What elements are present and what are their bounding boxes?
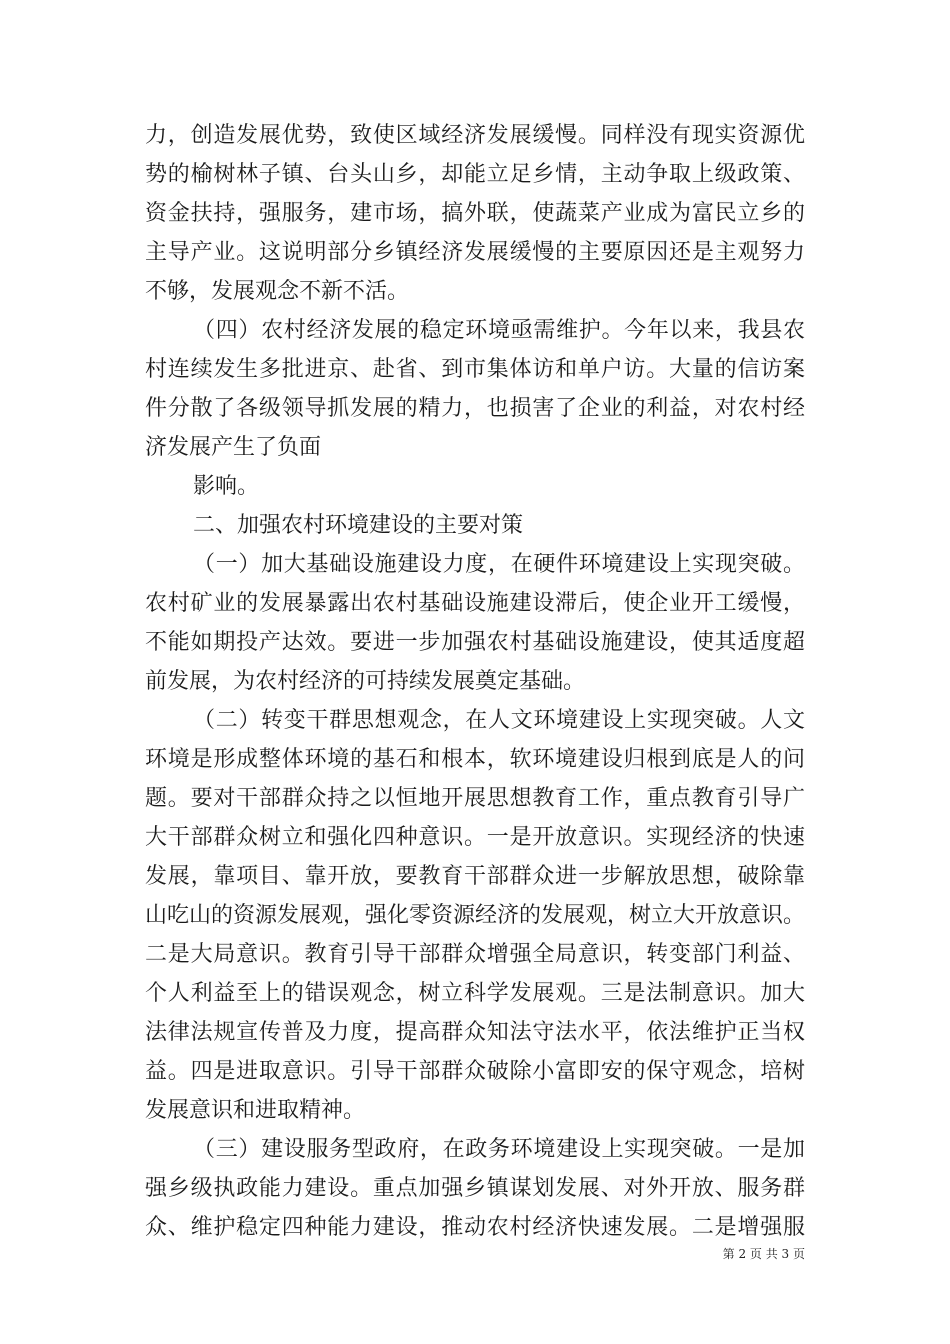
text-line: 山吃山的资源发展观，强化零资源经济的发展观，树立大开放意识。 (145, 903, 806, 928)
text-line: 个人利益至上的错误观念，树立科学发展观。三是法制意识。加大 (145, 981, 805, 1006)
paragraph-heading-line: （三）建设服务型政府，在政务环境建设上实现突破。一是加 (193, 1137, 805, 1162)
page-number-footer: 第 2 页 共 3 页 (722, 1247, 805, 1261)
section-heading: 二、加强农村环境建设的主要对策 (193, 513, 524, 538)
text-line: 济发展产生了负面 (145, 435, 322, 460)
text-line: 强乡级执政能力建设。重点加强乡镇谋划发展、对外开放、服务群 (145, 1176, 805, 1201)
text-line: 村连续发生多批进京、赴省、到市集体访和单户访。大量的信访案 (145, 357, 805, 382)
text-line: 法律法规宣传普及力度，提高群众知法守法水平，依法维护正当权 (145, 1020, 805, 1045)
text-line: 题。要对干部群众持之以恒地开展思想教育工作，重点教育引导广 (145, 786, 805, 811)
text-line: 发展，靠项目、靠开放，要教育干部群众进一步解放思想，破除靠 (145, 864, 805, 889)
text-line: 影响。 (193, 474, 260, 499)
paragraph-heading-line: （一）加大基础设施建设力度，在硬件环境建设上实现突破。 (193, 552, 805, 577)
text-line: 不能如期投产达效。要进一步加强农村基础设施建设，使其适度超 (145, 630, 805, 655)
text-line: 力，创造发展优势，致使区域经济发展缓慢。同样没有现实资源优 (145, 123, 805, 148)
text-line: 发展意识和进取精神。 (145, 1098, 366, 1123)
paragraph-heading-line: （四）农村经济发展的稳定环境亟需维护。今年以来，我县农 (193, 318, 805, 343)
text-line: 益。四是进取意识。引导干部群众破除小富即安的保守观念，培树 (145, 1059, 805, 1084)
text-line: 主导产业。这说明部分乡镇经济发展缓慢的主要原因还是主观努力 (145, 240, 805, 265)
text-line: 件分散了各级领导抓发展的精力，也损害了企业的利益，对农村经 (145, 396, 805, 421)
text-line: 二是大局意识。教育引导干部群众增强全局意识，转变部门利益、 (145, 942, 805, 967)
text-line: 势的榆树林子镇、台头山乡，却能立足乡情，主动争取上级政策、 (145, 162, 805, 187)
text-line: 资金扶持，强服务，建市场，搞外联，使蔬菜产业成为富民立乡的 (145, 201, 805, 226)
text-line: 大干部群众树立和强化四种意识。一是开放意识。实现经济的快速 (145, 825, 805, 850)
text-line: 前发展，为农村经济的可持续发展奠定基础。 (145, 669, 586, 694)
text-line: 农村矿业的发展暴露出农村基础设施建设滞后，使企业开工缓慢， (145, 591, 805, 616)
text-line: 不够，发展观念不新不活。 (145, 279, 410, 304)
text-line: 众、维护稳定四种能力建设，推动农村经济快速发展。二是增强服 (145, 1215, 805, 1240)
text-line: 环境是形成整体环境的基石和根本，软环境建设归根到底是人的问 (145, 747, 805, 772)
paragraph-heading-line: （二）转变干群思想观念，在人文环境建设上实现突破。人文 (193, 708, 805, 733)
